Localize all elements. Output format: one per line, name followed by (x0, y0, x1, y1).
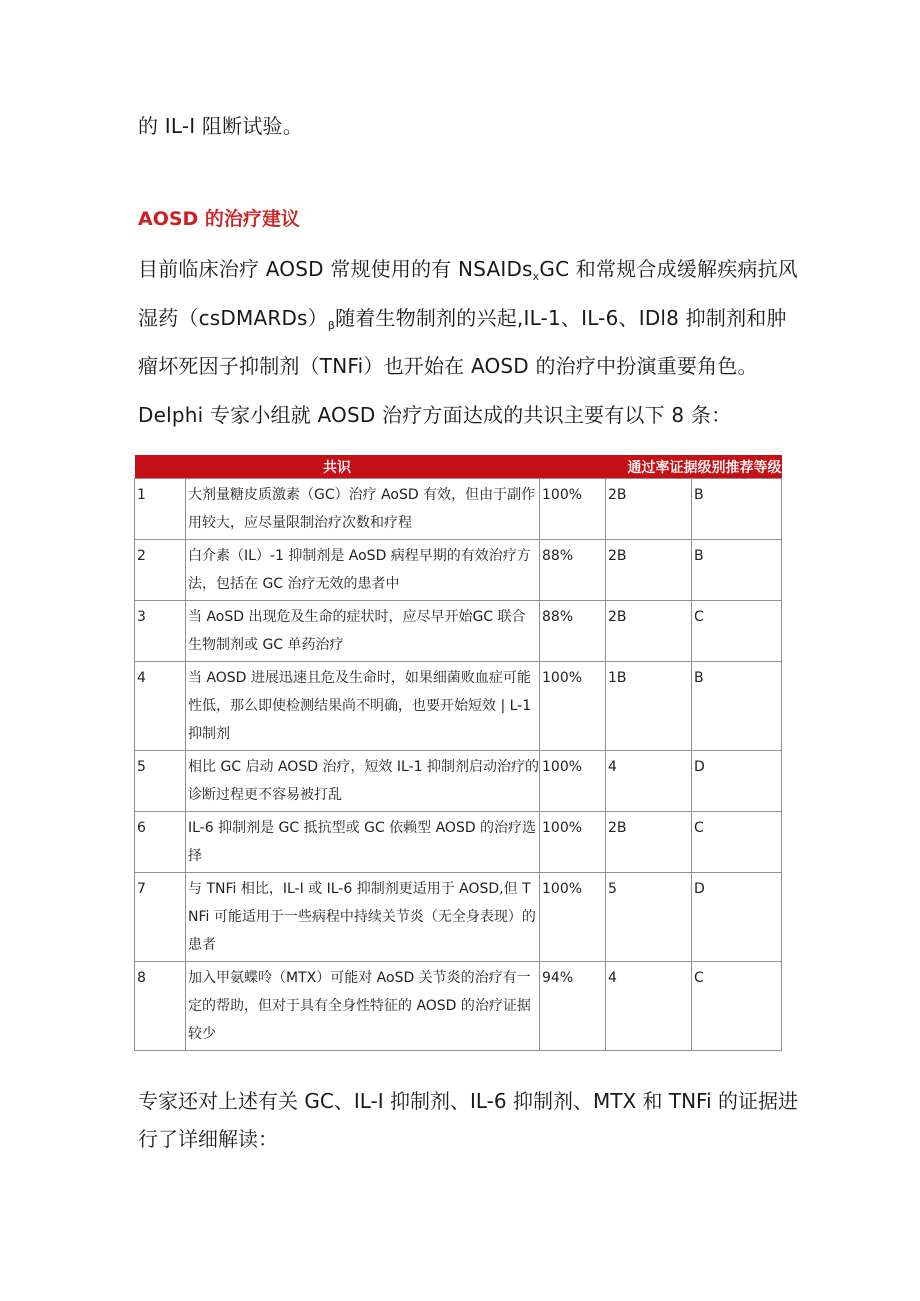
cell-number: 8 (135, 962, 186, 1051)
paragraph-line-1-a: 目前临床治疗 AOSD 常规使用的有 NSAIDs (138, 257, 533, 281)
cell-grade: B (692, 479, 782, 540)
cell-rate: 94% (540, 962, 606, 1051)
cell-evidence: 2B (606, 601, 692, 662)
cell-grade: C (692, 812, 782, 873)
paragraph-line-2 (138, 302, 787, 332)
cell-rate: 100% (540, 873, 606, 962)
section-heading: AOSD 的治疗建议 (138, 208, 300, 230)
cell-evidence: 2B (606, 540, 692, 601)
closing-line-2: 行了详细解读： (138, 1127, 278, 1151)
cell-rate: 88% (540, 540, 606, 601)
table-row (135, 873, 782, 962)
table-row (135, 479, 782, 540)
cell-number: 3 (135, 601, 186, 662)
cell-consensus: 与 TNFi 相比，IL-I 或 IL-6 抑制剂更适用于 AOSD,但 TNFi 可能适用于一些病程中持续关节炎（无全身表现）的患者 (186, 873, 540, 962)
cell-evidence: 2B (606, 812, 692, 873)
intro-line: 的 IL-I 阻断试验。 (138, 114, 303, 138)
header-rate-evidence-grade: 通过率证据级别推荐等级 (540, 455, 782, 479)
cell-consensus: 相比 GC 启动 AOSD 治疗，短效 IL-1 抑制剂启动治疗的诊断过程更不容易被打乱 (186, 751, 540, 812)
table-row (135, 751, 782, 812)
table-header-row (135, 455, 782, 479)
cell-grade: B (692, 540, 782, 601)
consensus-table (134, 455, 782, 1051)
cell-grade: D (692, 873, 782, 962)
cell-rate: 100% (540, 812, 606, 873)
cell-evidence: 5 (606, 873, 692, 962)
cell-grade: D (692, 751, 782, 812)
paragraph-line-4: Delphi 专家小组就 AOSD 治疗方面达成的共识主要有以下 8 条： (138, 403, 732, 427)
paragraph-line-2-sub: β (327, 319, 336, 332)
cell-grade: C (692, 962, 782, 1051)
paragraph-line-1-sub: x (532, 270, 540, 283)
cell-consensus: IL-6 抑制剂是 GC 抵抗型或 GC 依赖型 AOSD 的治疗选择 (186, 812, 540, 873)
cell-consensus: 当 AoSD 出现危及生命的症状时，应尽早开始GC 联合生物制剂或 GC 单药治疗 (186, 601, 540, 662)
cell-rate: 100% (540, 662, 606, 751)
cell-consensus: 加入甲氨蝶呤（MTX）可能对 AoSD 关节炎的治疗有一定的帮助，但对于具有全身性特征的 AOSD 的治疗证据较少 (186, 962, 540, 1051)
cell-consensus: 白介素（IL）-1 抑制剂是 AoSD 病程早期的有效治疗方法，包括在 GC 治疗无效的患者中 (186, 540, 540, 601)
cell-rate: 100% (540, 479, 606, 540)
cell-evidence: 2B (606, 479, 692, 540)
cell-consensus: 当 AOSD 进展迅速且危及生命时，如果细菌败血症可能性低，那么即使检测结果尚不明确，也要开始短效 | L-1 抑制剂 (186, 662, 540, 751)
closing-line-1: 专家还对上述有关 GC、IL-I 抑制剂、IL-6 抑制剂、MTX 和 TNFi 的证据进 (138, 1089, 798, 1113)
paragraph-line-2-b: 随着生物制剂的兴起,IL-1、IL-6、IDl8 抑制剂和肿 (335, 306, 787, 330)
paragraph-line-1-b: GC 和常规合成缓解疾病抗风 (539, 257, 799, 281)
cell-grade: C (692, 601, 782, 662)
table-row (135, 812, 782, 873)
paragraph-line-1 (138, 253, 798, 283)
table-row (135, 601, 782, 662)
table-body (135, 479, 782, 1051)
table-row (135, 962, 782, 1051)
cell-evidence: 1B (606, 662, 692, 751)
cell-number: 6 (135, 812, 186, 873)
paragraph-line-3: 瘤坏死因子抑制剂（TNFi）也开始在 AOSD 的治疗中扮演重要角色。 (138, 354, 758, 378)
paragraph-line-2-a: 湿药（csDMARDs） (138, 306, 328, 330)
cell-rate: 88% (540, 601, 606, 662)
cell-evidence: 4 (606, 751, 692, 812)
table-row (135, 540, 782, 601)
cell-number: 5 (135, 751, 186, 812)
cell-number: 1 (135, 479, 186, 540)
cell-rate: 100% (540, 751, 606, 812)
cell-consensus: 大剂量糖皮质激素（GC）治疗 AoSD 有效，但由于副作用较大，应尽量限制治疗次数和疗程 (186, 479, 540, 540)
cell-grade: B (692, 662, 782, 751)
table-row (135, 662, 782, 751)
header-consensus: 共识 (135, 455, 540, 479)
cell-number: 4 (135, 662, 186, 751)
cell-evidence: 4 (606, 962, 692, 1051)
cell-number: 2 (135, 540, 186, 601)
cell-number: 7 (135, 873, 186, 962)
